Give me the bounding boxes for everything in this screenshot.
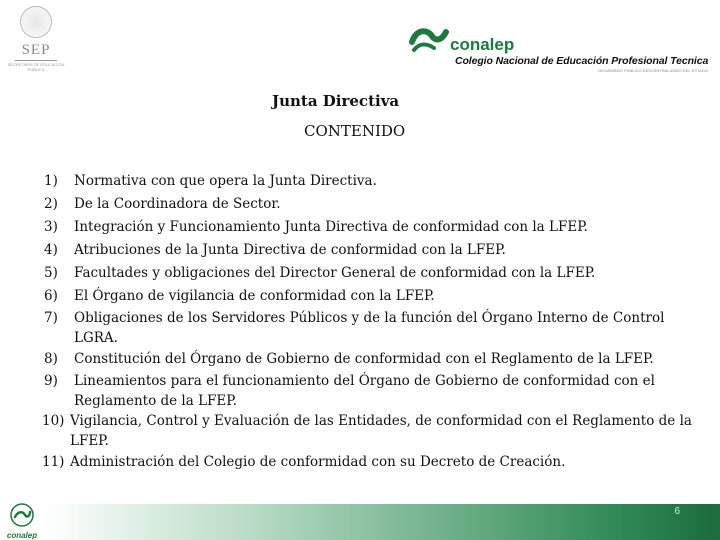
item-number: 2) (44, 196, 58, 212)
page-title: Junta Directiva (272, 92, 400, 110)
sep-divider (15, 60, 57, 61)
list-item (0, 411, 700, 451)
item-text: El Órgano de vigilancia de conformidad con la LFEP. (74, 288, 435, 304)
list-item (0, 216, 700, 239)
conalep-logo (408, 24, 720, 74)
item-text: Vigilancia, Control y Evaluación de las Entidades, de conformidad con el Reglamento de la LFEP. (70, 413, 692, 449)
item-text: Constitución del Órgano de Gobierno de conformidad con el Reglamento de la LFEP. (74, 351, 654, 367)
item-text: Administración del Colegio de conformidad con su Decreto de Creación. (70, 454, 566, 470)
list-item (0, 308, 700, 348)
list-item (0, 285, 700, 308)
item-number: 8) (44, 351, 58, 367)
page-subtitle: CONTENIDO (304, 122, 406, 140)
footer-gradient-bar (45, 504, 720, 540)
list-item (0, 239, 700, 262)
list-item (0, 193, 700, 216)
list-item (0, 170, 700, 193)
item-text: Normativa con que opera la Junta Directiva. (74, 173, 377, 189)
page-number: 6 (674, 506, 680, 517)
brand-name: conalep (450, 35, 515, 54)
item-number: 5) (44, 265, 58, 281)
mexico-seal-icon (20, 6, 52, 38)
footer-logo-label: conalep (6, 531, 38, 540)
conalep-emblem-icon (9, 502, 35, 528)
item-text: De la Coordinadora de Sector. (74, 196, 281, 212)
item-number: 11) (42, 454, 65, 470)
item-number: 10) (42, 413, 65, 429)
conalep-swirl-icon (408, 24, 450, 54)
brand-tagline: ORGANISMO PÚBLICO DESCENTRALIZADO DEL ESTADO (598, 68, 708, 73)
footer-logo (2, 502, 42, 540)
item-text: Lineamientos para el funcionamiento del Órgano de Gobierno de conformidad con el Reglamento de la LFEP. (74, 373, 655, 409)
item-number: 7) (44, 310, 58, 326)
item-text: Atribuciones de la Junta Directiva de conformidad con la LFEP. (74, 242, 506, 258)
item-text: Obligaciones de los Servidores Públicos y de la función del Órgano Interno de Control LGRA. (74, 310, 665, 346)
page-header (0, 0, 720, 80)
list-item (0, 262, 700, 285)
item-number: 4) (44, 242, 58, 258)
list-item (0, 348, 700, 371)
list-item (0, 371, 700, 411)
contents-list (0, 170, 700, 474)
item-number: 9) (44, 373, 58, 389)
page-footer (0, 500, 720, 540)
item-text: Facultades y obligaciones del Director General de conformidad con la LFEP. (74, 265, 596, 281)
item-number: 6) (44, 288, 58, 304)
item-number: 3) (44, 219, 58, 235)
sep-subtitle: SECRETARÍA DE EDUCACIÓN PÚBLICA (7, 62, 65, 72)
brand-full-name: Colegio Nacional de Educación Profesional Tecnica (455, 55, 709, 67)
sep-name: SEP (21, 42, 51, 58)
list-item (0, 451, 700, 474)
sep-logo (6, 6, 66, 76)
item-number: 1) (44, 173, 58, 189)
item-text: Integración y Funcionamiento Junta Directiva de conformidad con la LFEP. (74, 219, 588, 235)
